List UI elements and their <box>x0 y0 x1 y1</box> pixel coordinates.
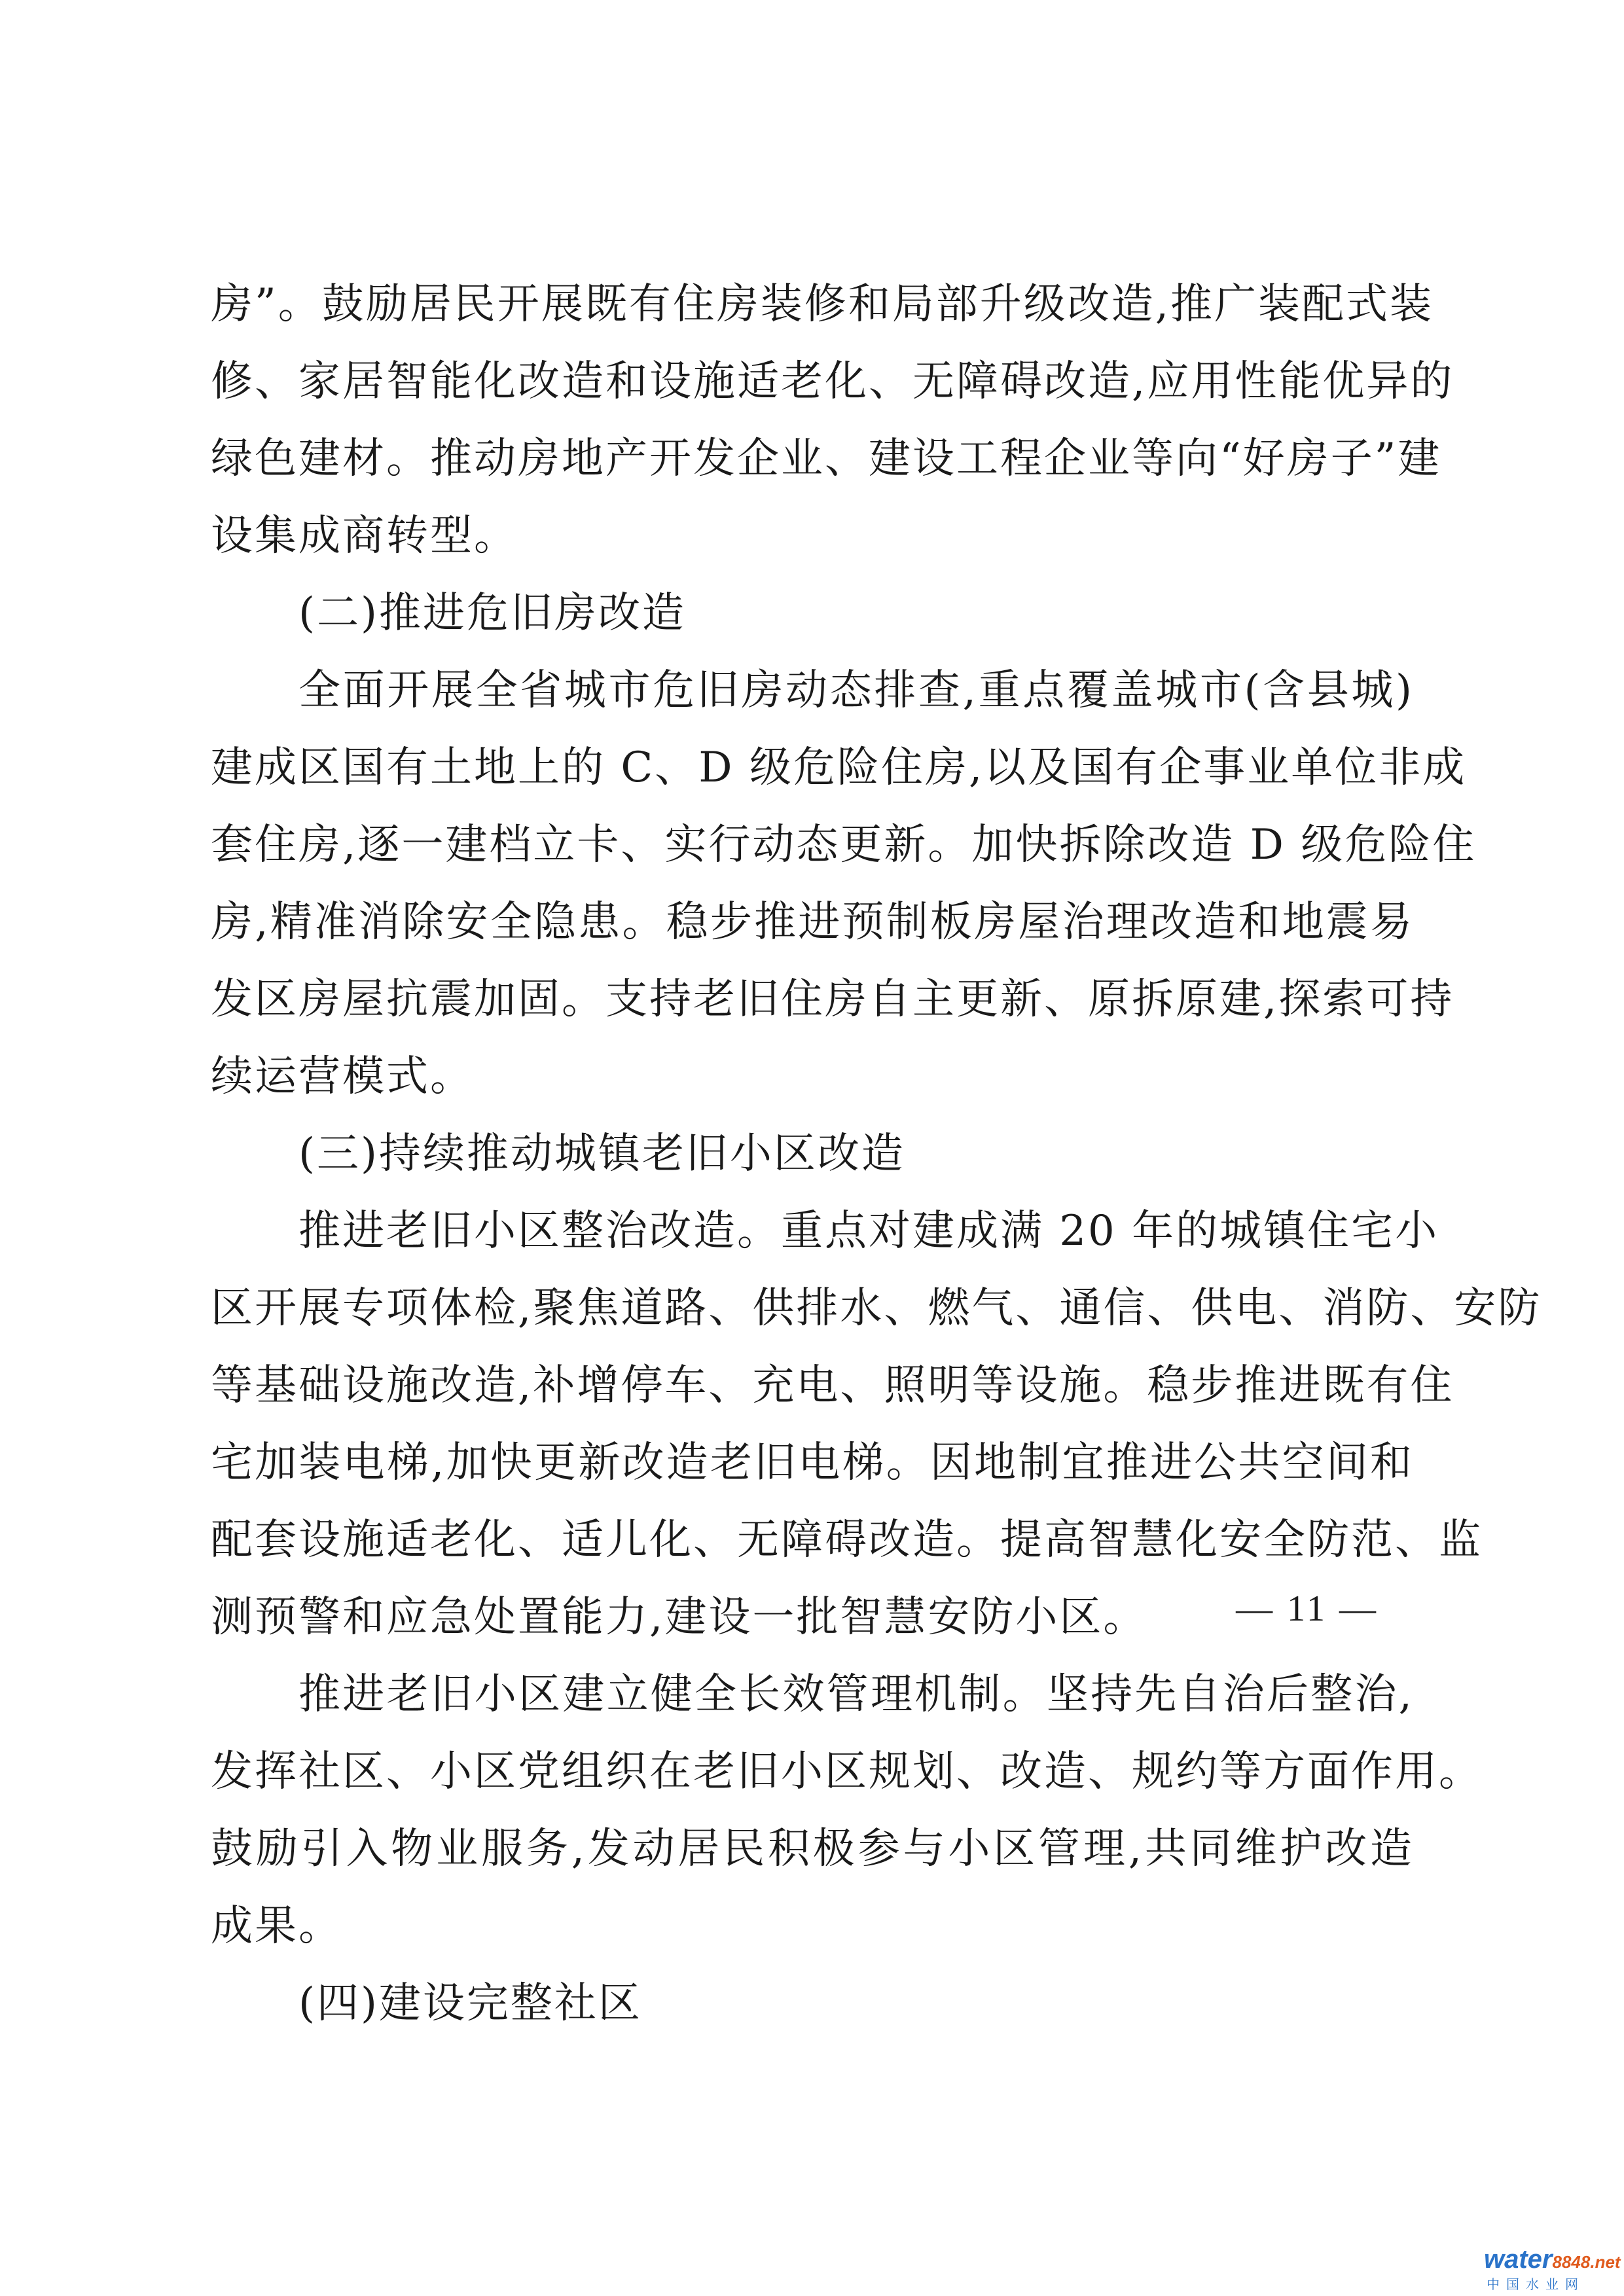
page-number: — 11 — <box>1236 1588 1379 1629</box>
body-text-line: 套住房,逐一建档立卡、实行动态更新。加快拆除改造 D 级危险住 <box>211 821 1477 869</box>
body-text-line: 全面开展全省城市危旧房动态排查,重点覆盖城市(含县城) <box>298 666 1414 715</box>
body-text-line: 等基础设施改造,补增停车、充电、照明等设施。稳步推进既有住 <box>211 1361 1454 1410</box>
body-text-line: 设集成商转型。 <box>211 512 518 560</box>
body-text-line: 成果。 <box>211 1902 342 1950</box>
body-text-line: 测预警和应急处置能力,建设一批智慧安防小区。 <box>211 1593 1147 1641</box>
body-text-line: 房,精准消除安全隐患。稳步推进预制板房屋治理改造和地震易 <box>211 898 1414 946</box>
watermark-sub: 中国水业网 <box>1487 2278 1585 2292</box>
body-text-line: 鼓励引入物业服务,发动居民积极参与小区管理,共同维护改造 <box>211 1825 1414 1873</box>
body-text-line: 发区房屋抗震加固。支持老旧住房自主更新、原拆原建,探索可持 <box>211 975 1454 1024</box>
watermark-suffix: .net <box>1590 2252 1621 2272</box>
body-text-line: 建成区国有土地上的 C、D 级危险住房,以及国有企事业单位非成 <box>211 744 1467 792</box>
body-text-line: 推进老旧小区建立健全长效管理机制。坚持先自治后整治, <box>298 1670 1414 1719</box>
watermark-main: water8848.net <box>1484 2245 1621 2274</box>
body-text-line: 区开展专项体检,聚焦道路、供排水、燃气、通信、供电、消防、安防 <box>211 1284 1542 1333</box>
body-text-line: 续运营模式。 <box>211 1052 474 1101</box>
body-text-line: 绿色建材。推动房地产开发企业、建设工程企业等向“好房子”建 <box>211 435 1442 483</box>
watermark-logo <box>1484 2245 1621 2292</box>
section-heading: (四)建设完整社区 <box>298 1979 642 2028</box>
section-heading: (二)推进危旧房改造 <box>298 589 686 637</box>
body-text-line: 推进老旧小区整治改造。重点对建成满 20 年的城镇住宅小 <box>298 1207 1439 1255</box>
body-text-line: 修、家居智能化改造和设施适老化、无障碍改造,应用性能优异的 <box>211 357 1454 406</box>
body-text-line: 房”。鼓励居民开展既有住房装修和局部升级改造,推广装配式装 <box>211 280 1434 329</box>
section-heading: (三)持续推动城镇老旧小区改造 <box>298 1130 905 1178</box>
body-text-line: 配套设施适老化、适儿化、无障碍改造。提高智慧化安全防范、监 <box>211 1516 1483 1564</box>
body-text-line: 发挥社区、小区党组织在老旧小区规划、改造、规约等方面作用。 <box>211 1748 1483 1796</box>
watermark-num: 8848 <box>1552 2252 1591 2272</box>
body-text-line: 宅加装电梯,加快更新改造老旧电梯。因地制宜推进公共空间和 <box>211 1439 1414 1487</box>
